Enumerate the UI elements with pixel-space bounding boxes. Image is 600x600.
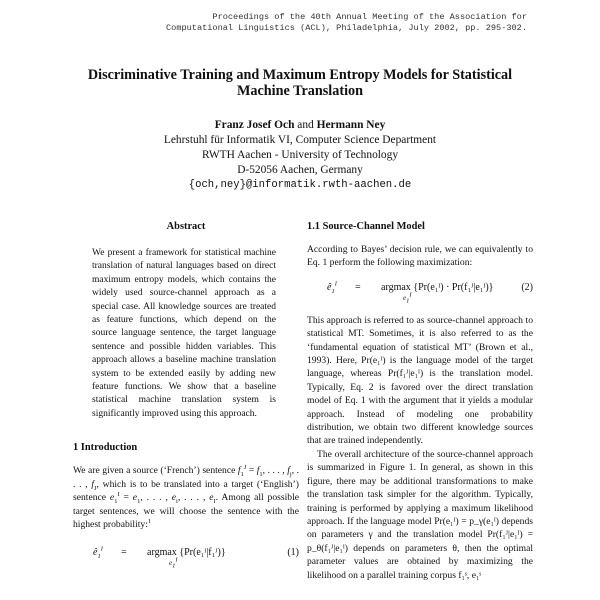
proceedings-line-2: Computational Linguistics (ACL), Philadelphia, July 2002, pp. 295-302. — [166, 23, 527, 33]
affiliation: Lehrstuhl für Informatik VI, Computer Science Department — [163, 134, 437, 146]
paper-title — [0, 67, 600, 99]
introduction-paragraph: We are given a source (‘French’) sentence $f_1^J = f_1$, . . . , $f_j$, . . . , $f_J$, which is to be translated into a target (‘English’) sentence $e_1^I = e_1$, . . . , $e_i$, . . . , $e_I$. Among all possible target sentences, we will choose the sentence with the highest probability:$^1$ — [73, 464, 300, 530]
city: D-52056 Aachen, Germany — [237, 164, 363, 176]
right-column — [307, 220, 533, 582]
author-2: Hermann Ney — [316, 119, 386, 131]
section-1-1-paragraph-3: The overall architecture of the source-channel approach is summarized in Figure 1. In general, as shown in this figure, there may be additional transformations to make the translation task simpler for the algorithm. Typically, training is performed by applying a maximum likelihood approach. If the language model Pr(e₁ᴵ) = p_γ(e₁ᴵ) depends on parameters γ and the translation model Pr(f₁ᴶ|e₁ᴵ) = p_θ(f₁ᴶ|e₁ᴵ) depends on parameters θ, then the optimal parameter values are obtained by maximizing the likelihood on a parallel training corpus f₁ˢ, e₁ˢ — [307, 448, 533, 581]
author-and: and — [297, 119, 314, 131]
intro-text-c: . Among all possible target sentences, we will choose the sentence with the highest probability: — [73, 492, 300, 530]
eq2-lhs: $ê_1^I$ — [327, 280, 337, 295]
author-1: Franz Josef Och — [214, 119, 295, 131]
abstract-text: We present a framework for statistical machine translation of natural languages based on direct maximum entropy models, which contains the widely used source-channel approach as a special case. All knowledge sources are treated as feature functions, which depend on the source language sentence, the target language sentence and possible hidden variables. This approach allows a baseline machine translation system to be extended easily by adding new feature functions. We show that a baseline statistical machine translation system is significantly improved using this approach. — [92, 248, 276, 419]
intro-text-b: , which is to be translated into a target (‘English’) sentence — [73, 478, 299, 504]
equation-2 — [307, 278, 533, 308]
footnote-mark: 1 — [147, 517, 152, 525]
eq1-argmax-sub: $e_1^I$ — [169, 556, 178, 570]
proceedings-line-1: Proceedings of the 40th Annual Meeting of the Association for — [212, 12, 527, 22]
author-block — [0, 118, 600, 193]
equation-1 — [73, 543, 299, 569]
introduction-heading: 1 Introduction — [73, 442, 138, 454]
eq1-body — [147, 547, 226, 558]
eq2-operator: = — [355, 281, 361, 293]
eq2-number: (2) — [521, 281, 533, 293]
proceedings-header — [87, 12, 527, 34]
eq1-number: (1) — [287, 547, 299, 559]
eq2-expression: {Pr(e₁ᴵ) · Pr(f₁ᴶ|e₁ᴵ)} — [413, 281, 494, 293]
author-names — [0, 118, 600, 133]
section-1-1-heading: 1.1 Source-Channel Model — [307, 221, 425, 232]
eq2-body — [381, 282, 493, 293]
left-column — [73, 220, 299, 569]
eq2-argmax: argmax — [381, 281, 411, 293]
eq2-argmax-sub: $e_1^I$ — [403, 291, 412, 305]
title-line-1: Discriminative Training and Maximum Entropy Models for Statistical — [87, 67, 513, 83]
email: {och,ney}@informatik.rwth-aachen.de — [188, 179, 412, 191]
section-1-1-paragraph-1: According to Bayes’ decision rule, we can equivalently to Eq. 1 perform the following maximization: — [307, 244, 533, 269]
title-line-2: Machine Translation — [237, 83, 363, 99]
eq1-argmax: argmax — [147, 547, 177, 559]
intro-text-a: We are given a source (‘French’) sentence — [73, 465, 238, 477]
eq1-lhs: $ê_1^I$ — [93, 545, 103, 561]
university: RWTH Aachen - University of Technology — [201, 149, 399, 161]
eq1-operator: = — [121, 547, 127, 559]
section-1-1-paragraph-2: This approach is referred to as source-channel approach to statistical MT. Sometimes, it is also referred to as the ‘fundamental equation of statistical MT’ (Brown et al., 1993). Here, Pr(e₁ᴵ) is the language model of the target language, whereas Pr(f₁ᴶ|e₁ᴵ) is the translation model. Typically, Eq. 2 is favored over the direct translation model of Eq. 1 with the argument that it yields a modular approach. Instead of modeling one probability distribution, we obtain two different knowledge sources that are trained independently. — [307, 314, 533, 447]
abstract-heading: Abstract — [166, 221, 206, 232]
eq1-expression: {Pr(e₁ᴵ|f₁ᴶ)} — [179, 547, 226, 559]
